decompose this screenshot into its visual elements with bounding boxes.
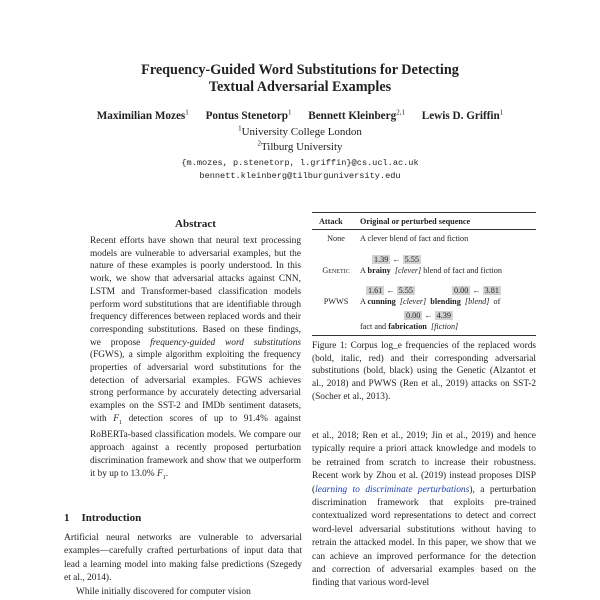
freq-value: 5.55 bbox=[404, 255, 419, 264]
table-bottom-rule bbox=[312, 335, 536, 336]
table-top-rule bbox=[312, 212, 536, 213]
email-line: {m.mozes, p.stenetorp, l.griffin}@cs.ucl.ac.uk bbox=[181, 158, 419, 168]
row-label-pwws: PWWS bbox=[323, 297, 349, 306]
pwws-sequence-line-1: A cunning [clever] blending [blend] of bbox=[360, 297, 501, 306]
freq-value: 0.00 bbox=[406, 311, 421, 320]
author: Maximilian Mozes$^1$ bbox=[96, 108, 189, 122]
intro-text bbox=[64, 532, 302, 599]
col-header-sequence: Original or perturbed sequence bbox=[360, 217, 471, 226]
figure-caption: Figure 1: Corpus log_e frequencies of the replaced words (bold, italic, red) and their corresponding adversarial substitutions (bold, black) using the Genetic (Alzantot et al., 2018) and PWWS (Ren et al., 2019) attacks on SST-2 (Socher et al., 2013). bbox=[312, 341, 536, 402]
row-label-none: None bbox=[327, 234, 345, 243]
table-mid-rule bbox=[312, 229, 536, 230]
genetic-sequence: A brainy [clever] blend of fact and fiction bbox=[360, 266, 502, 275]
pwws-freq-row-2 bbox=[452, 286, 501, 295]
freq-value: 5.55 bbox=[398, 286, 413, 295]
row-label-genetic: Genetic bbox=[322, 266, 350, 275]
freq-value: 1.39 bbox=[374, 255, 389, 264]
email-line: bennett.kleinberg@tilburguniversity.edu bbox=[199, 171, 401, 181]
pwws-freq-row-1 bbox=[366, 286, 415, 295]
freq-value: 4.39 bbox=[436, 311, 451, 320]
title-line-1: Frequency-Guided Word Substitutions for Detecting bbox=[141, 62, 459, 78]
section-heading: 1 Introduction bbox=[64, 512, 142, 524]
arrow-left-icon: ← bbox=[472, 286, 481, 295]
row-none-text: A clever blend of fact and fiction bbox=[360, 234, 469, 243]
col-header-attack: Attack bbox=[319, 217, 343, 226]
arrow-left-icon: ← bbox=[392, 255, 401, 264]
intro-paragraph: Artificial neural networks are vulnerable to adversarial examples—carefully crafted perturbations of input data that lead a learning model into making false predictions (Szegedy et al., 2014). bbox=[64, 533, 302, 584]
pwws-freq-row-3 bbox=[404, 311, 453, 320]
abstract-body: Recent efforts have shown that neural text processing models are vulnerable to adversarial examples, but the nature of these examples is poorly understood. In this work, we show that adversarial attacks against CNN, LSTM and Transformer-based classification models perform word substitutions that are identifiable through frequency differences between replaced words and their corresponding substitutions. Based on these findings, we propose frequency-guided word substitutions (FGWS), a simple algorithm exploiting the frequency properties of adversarial word substitutions for the detection of adversarial examples. FGWS achieves strong performance by accurately detecting adversarial examples on the SST-2 and IMDb sentiment datasets, with $F_1$ detection scores of up to 91.4% against RoBERTa-based classification models. We compare our approach against a recently proposed perturbation discrimination framework and show that we outperform it by up to 13.0% $F_1$. bbox=[90, 236, 301, 481]
right-column-text: et al., 2018; Ren et al., 2019; Jin et al., 2019) and hence typically require a priori attack knowledge and models to be retrained from scratch to increase their robustness. Recent work by Zhou et al. (2019) instead proposes DISP (learning to discriminate perturbations), a perturbation discrimination framework that exploits pre-trained contextualized word representations to detect and correct word-level adversarial substitutions without having to retrain the attacked model. In this paper, we show that we can achieve an improved performance for the detection and correction of adversarial examples based on the finding that various word-level bbox=[312, 431, 536, 589]
citation-link[interactable]: learning to discriminate perturbations bbox=[315, 484, 470, 495]
paper-title bbox=[0, 62, 600, 96]
affiliation: $^2$Tilburg University bbox=[257, 139, 343, 153]
arrow-left-icon: ← bbox=[386, 286, 395, 295]
author-list bbox=[0, 110, 600, 122]
intro-paragraph: While initially discovered for computer vision bbox=[76, 586, 251, 597]
author: Pontus Stenetorp$^1$ bbox=[205, 108, 292, 122]
affiliation: $^1$University College London bbox=[238, 124, 362, 138]
freq-value: 1.61 bbox=[368, 286, 383, 295]
abstract-heading: Abstract bbox=[175, 218, 216, 230]
pwws-sequence-line-2: fact and fabrication [fiction] bbox=[360, 322, 459, 331]
freq-value: 3.81 bbox=[484, 286, 499, 295]
author: Lewis D. Griffin$^1$ bbox=[421, 108, 504, 122]
arrow-left-icon: ← bbox=[424, 311, 433, 320]
freq-value: 0.00 bbox=[454, 286, 469, 295]
genetic-freq-row bbox=[372, 255, 421, 264]
title-line-2: Textual Adversarial Examples bbox=[208, 79, 392, 95]
author: Bennett Kleinberg$^{2,1}$ bbox=[308, 108, 405, 122]
